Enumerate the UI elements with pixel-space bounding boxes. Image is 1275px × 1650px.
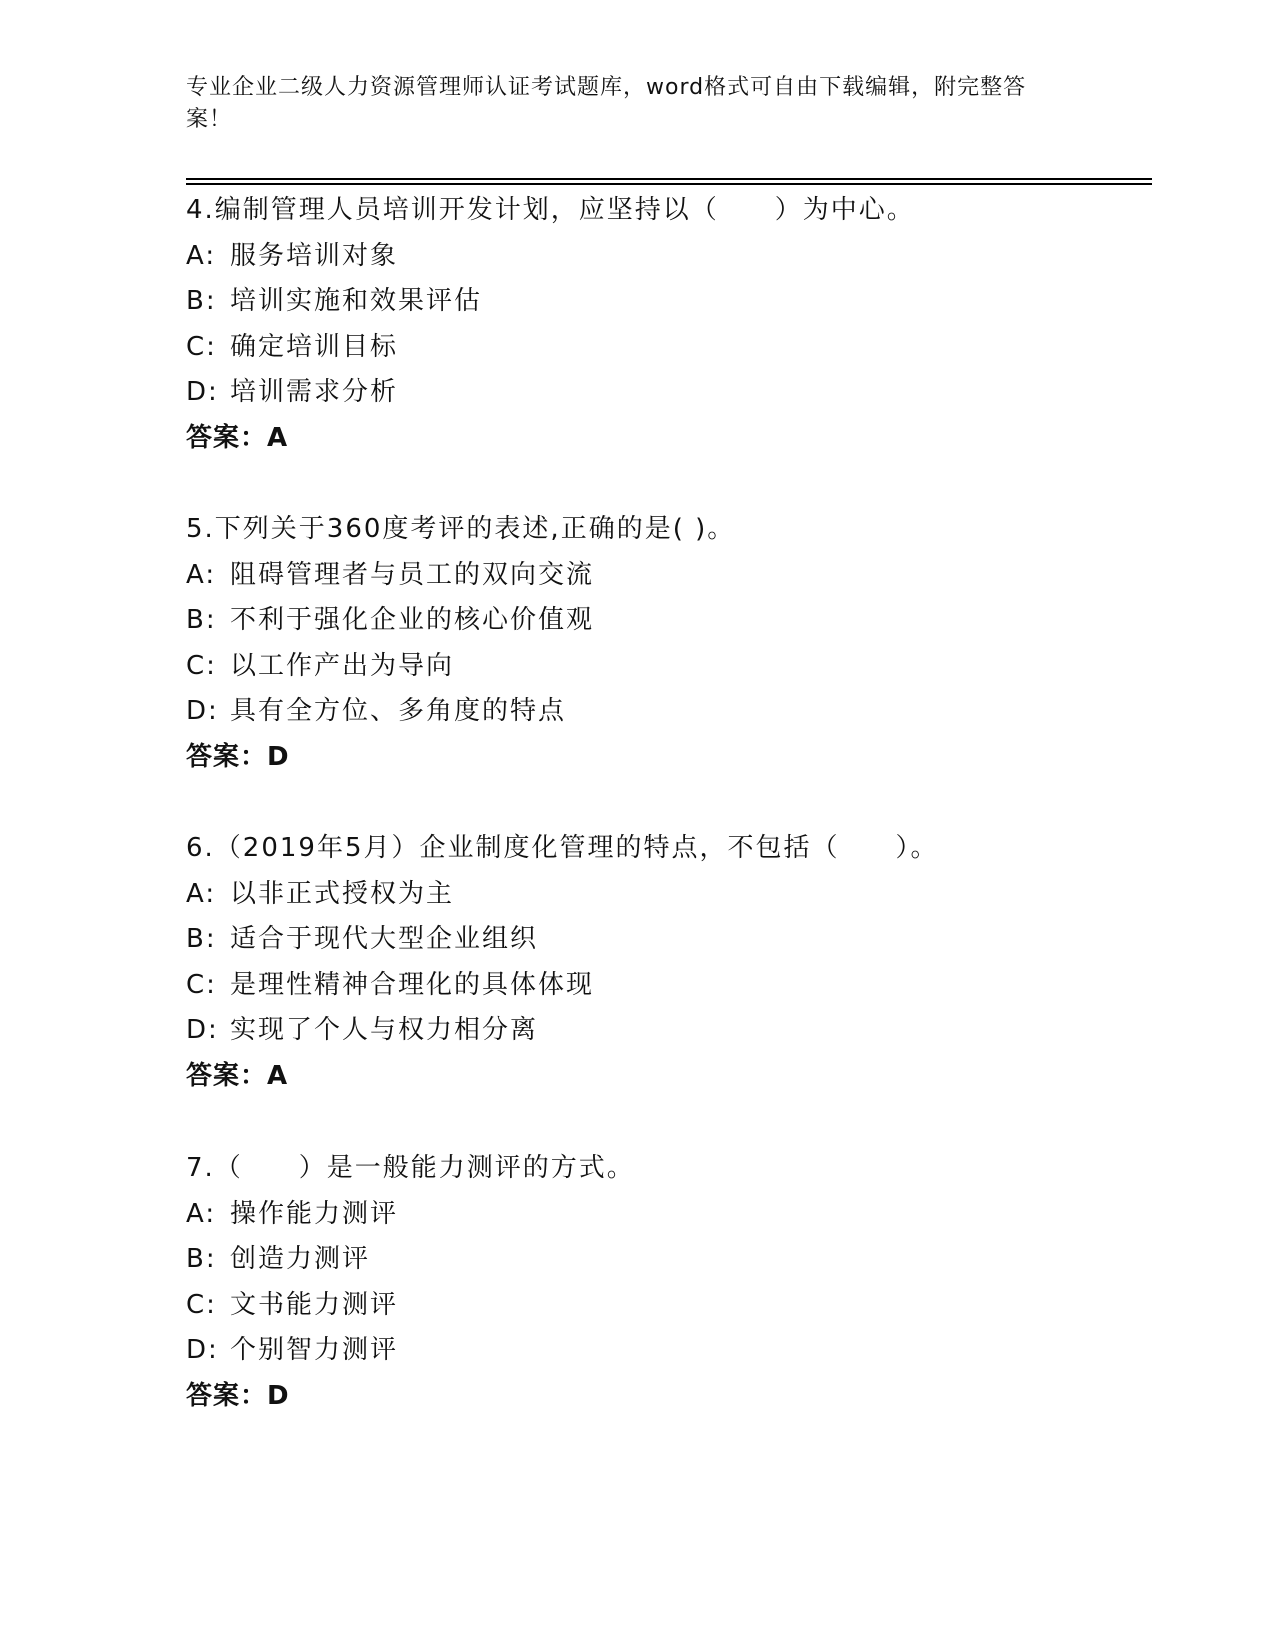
option-a [186, 872, 1152, 918]
option-text: 个别智力测评 [230, 1335, 399, 1365]
option-letter: A: [186, 559, 217, 590]
option-text: 文书能力测评 [230, 1289, 399, 1320]
option-b [186, 917, 1152, 963]
option-letter: D: [186, 696, 219, 726]
question-block [186, 1146, 1152, 1419]
option-d [186, 370, 1152, 416]
option-d [186, 1008, 1152, 1054]
answer-line: 答案：A [186, 1060, 289, 1091]
question-block [186, 826, 1152, 1099]
option-text: 阻碍管理者与员工的双向交流 [230, 559, 595, 590]
option-c [186, 644, 1152, 690]
option-text: 培训需求分析 [230, 377, 399, 407]
option-letter: D: [186, 1015, 219, 1045]
question-block [186, 507, 1152, 780]
question-stem: 4.编制管理人员培训开发计划，应坚持以（ ）为中心。 [186, 195, 915, 225]
answer-line: 答案：D [186, 741, 290, 772]
option-text: 培训实施和效果评估 [230, 286, 483, 316]
question-stem: 7.（ ）是一般能力测评的方式。 [186, 1153, 635, 1183]
option-text: 是理性精神合理化的具体体现 [230, 969, 595, 1000]
document-header: 专业企业二级人力资源管理师认证考试题库，word格式可自由下载编辑，附完整答案！ [186, 75, 1027, 132]
option-letter: B: [186, 1244, 217, 1274]
header-divider-top [186, 178, 1152, 180]
option-text: 适合于现代大型企业组织 [230, 924, 539, 954]
option-text: 以非正式授权为主 [230, 878, 455, 909]
answer-line: 答案：D [186, 1380, 290, 1411]
option-d [186, 689, 1152, 735]
option-letter: D: [186, 377, 219, 407]
option-d [186, 1328, 1152, 1374]
option-a [186, 234, 1152, 280]
option-letter: A: [186, 878, 217, 909]
option-letter: C: [186, 650, 217, 681]
option-c [186, 963, 1152, 1009]
option-letter: C: [186, 969, 217, 1000]
option-letter: A: [186, 240, 217, 271]
option-letter: C: [186, 331, 217, 362]
option-text: 创造力测评 [230, 1244, 371, 1274]
option-letter: C: [186, 1289, 217, 1320]
option-c [186, 325, 1152, 371]
option-letter: D: [186, 1335, 219, 1365]
option-text: 具有全方位、多角度的特点 [230, 696, 567, 726]
option-text: 服务培训对象 [230, 240, 399, 271]
option-b [186, 598, 1152, 644]
option-text: 不利于强化企业的核心价值观 [230, 605, 595, 635]
question-block [186, 188, 1152, 461]
option-b [186, 279, 1152, 325]
header-divider-bottom [186, 183, 1152, 185]
option-letter: B: [186, 286, 217, 316]
option-text: 以工作产出为导向 [230, 650, 455, 681]
question-stem: 6.（2019年5月）企业制度化管理的特点，不包括（ ）。 [186, 833, 939, 863]
question-stem: 5.下列关于360度考评的表述,正确的是( )。 [186, 514, 736, 544]
option-letter: B: [186, 924, 217, 954]
option-c [186, 1283, 1152, 1329]
answer-line: 答案：A [186, 422, 289, 453]
option-letter: A: [186, 1198, 217, 1229]
option-text: 实现了个人与权力相分离 [230, 1015, 539, 1045]
option-b [186, 1237, 1152, 1283]
option-a [186, 553, 1152, 599]
option-letter: B: [186, 605, 217, 635]
option-text: 操作能力测评 [230, 1198, 399, 1229]
option-a [186, 1192, 1152, 1238]
option-text: 确定培训目标 [230, 331, 399, 362]
